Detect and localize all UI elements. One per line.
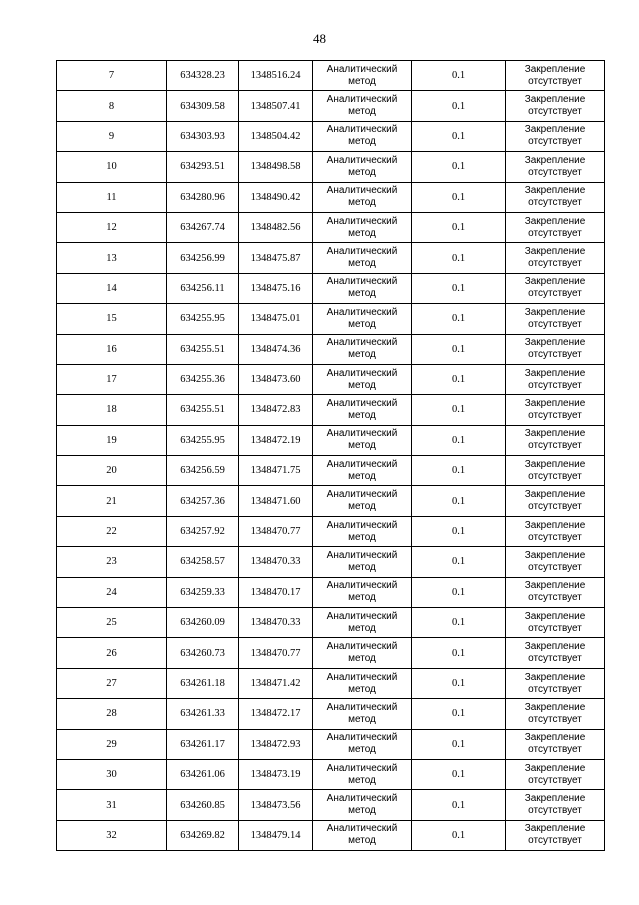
accuracy-cell: 0.1 xyxy=(412,212,506,242)
fixation-cell: Закрепление отсутствует xyxy=(506,486,605,516)
fixation-cell: Закрепление отсутствует xyxy=(506,364,605,394)
method-cell: Аналитический метод xyxy=(313,456,412,486)
method-cell: Аналитический метод xyxy=(313,364,412,394)
accuracy-cell: 0.1 xyxy=(412,486,506,516)
y-coordinate-cell: 1348471.60 xyxy=(239,486,313,516)
accuracy-cell: 0.1 xyxy=(412,425,506,455)
accuracy-cell: 0.1 xyxy=(412,668,506,698)
table-row xyxy=(57,608,605,638)
accuracy-cell: 0.1 xyxy=(412,273,506,303)
table-row xyxy=(57,182,605,212)
y-coordinate-cell: 1348473.56 xyxy=(239,790,313,820)
fixation-cell: Закрепление отсутствует xyxy=(506,182,605,212)
fixation-cell: Закрепление отсутствует xyxy=(506,790,605,820)
point-number-cell: 21 xyxy=(57,486,167,516)
accuracy-cell: 0.1 xyxy=(412,334,506,364)
x-coordinate-cell: 634269.82 xyxy=(167,820,239,850)
accuracy-cell: 0.1 xyxy=(412,547,506,577)
fixation-cell: Закрепление отсутствует xyxy=(506,212,605,242)
accuracy-cell: 0.1 xyxy=(412,820,506,850)
y-coordinate-cell: 1348470.77 xyxy=(239,516,313,546)
method-cell: Аналитический метод xyxy=(313,182,412,212)
fixation-cell: Закрепление отсутствует xyxy=(506,152,605,182)
y-coordinate-cell: 1348475.01 xyxy=(239,304,313,334)
y-coordinate-cell: 1348472.93 xyxy=(239,729,313,759)
x-coordinate-cell: 634258.57 xyxy=(167,547,239,577)
fixation-cell: Закрепление отсутствует xyxy=(506,668,605,698)
y-coordinate-cell: 1348507.41 xyxy=(239,91,313,121)
x-coordinate-cell: 634261.17 xyxy=(167,729,239,759)
fixation-cell: Закрепление отсутствует xyxy=(506,425,605,455)
table-row xyxy=(57,759,605,789)
method-cell: Аналитический метод xyxy=(313,820,412,850)
table-row xyxy=(57,820,605,850)
point-number-cell: 15 xyxy=(57,304,167,334)
fixation-cell: Закрепление отсутствует xyxy=(506,456,605,486)
y-coordinate-cell: 1348470.77 xyxy=(239,638,313,668)
point-number-cell: 32 xyxy=(57,820,167,850)
table-row xyxy=(57,61,605,91)
table-row xyxy=(57,364,605,394)
point-number-cell: 9 xyxy=(57,121,167,151)
accuracy-cell: 0.1 xyxy=(412,152,506,182)
x-coordinate-cell: 634309.58 xyxy=(167,91,239,121)
accuracy-cell: 0.1 xyxy=(412,243,506,273)
y-coordinate-cell: 1348473.60 xyxy=(239,364,313,394)
method-cell: Аналитический метод xyxy=(313,608,412,638)
page-number: 48 xyxy=(313,31,326,46)
point-number-cell: 19 xyxy=(57,425,167,455)
point-number-cell: 17 xyxy=(57,364,167,394)
point-number-cell: 20 xyxy=(57,456,167,486)
x-coordinate-cell: 634260.85 xyxy=(167,790,239,820)
method-cell: Аналитический метод xyxy=(313,638,412,668)
point-number-cell: 22 xyxy=(57,516,167,546)
accuracy-cell: 0.1 xyxy=(412,577,506,607)
y-coordinate-cell: 1348470.33 xyxy=(239,547,313,577)
point-number-cell: 24 xyxy=(57,577,167,607)
x-coordinate-cell: 634260.73 xyxy=(167,638,239,668)
x-coordinate-cell: 634255.36 xyxy=(167,364,239,394)
x-coordinate-cell: 634255.95 xyxy=(167,425,239,455)
x-coordinate-cell: 634328.23 xyxy=(167,61,239,91)
method-cell: Аналитический метод xyxy=(313,273,412,303)
x-coordinate-cell: 634259.33 xyxy=(167,577,239,607)
method-cell: Аналитический метод xyxy=(313,243,412,273)
point-number-cell: 26 xyxy=(57,638,167,668)
table-row xyxy=(57,516,605,546)
y-coordinate-cell: 1348474.36 xyxy=(239,334,313,364)
accuracy-cell: 0.1 xyxy=(412,304,506,334)
point-number-cell: 18 xyxy=(57,395,167,425)
x-coordinate-cell: 634256.11 xyxy=(167,273,239,303)
accuracy-cell: 0.1 xyxy=(412,759,506,789)
y-coordinate-cell: 1348498.58 xyxy=(239,152,313,182)
y-coordinate-cell: 1348490.42 xyxy=(239,182,313,212)
table-row xyxy=(57,547,605,577)
x-coordinate-cell: 634255.51 xyxy=(167,395,239,425)
point-number-cell: 25 xyxy=(57,608,167,638)
method-cell: Аналитический метод xyxy=(313,577,412,607)
method-cell: Аналитический метод xyxy=(313,790,412,820)
accuracy-cell: 0.1 xyxy=(412,790,506,820)
point-number-cell: 8 xyxy=(57,91,167,121)
table-row xyxy=(57,425,605,455)
table-row xyxy=(57,486,605,516)
point-number-cell: 31 xyxy=(57,790,167,820)
point-number-cell: 16 xyxy=(57,334,167,364)
table-row xyxy=(57,121,605,151)
method-cell: Аналитический метод xyxy=(313,729,412,759)
fixation-cell: Закрепление отсутствует xyxy=(506,304,605,334)
point-number-cell: 12 xyxy=(57,212,167,242)
fixation-cell: Закрепление отсутствует xyxy=(506,759,605,789)
table-row xyxy=(57,91,605,121)
x-coordinate-cell: 634280.96 xyxy=(167,182,239,212)
method-cell: Аналитический метод xyxy=(313,121,412,151)
x-coordinate-cell: 634257.36 xyxy=(167,486,239,516)
fixation-cell: Закрепление отсутствует xyxy=(506,608,605,638)
x-coordinate-cell: 634303.93 xyxy=(167,121,239,151)
method-cell: Аналитический метод xyxy=(313,91,412,121)
fixation-cell: Закрепление отсутствует xyxy=(506,638,605,668)
y-coordinate-cell: 1348516.24 xyxy=(239,61,313,91)
point-number-cell: 14 xyxy=(57,273,167,303)
point-number-cell: 10 xyxy=(57,152,167,182)
fixation-cell: Закрепление отсутствует xyxy=(506,820,605,850)
fixation-cell: Закрепление отсутствует xyxy=(506,91,605,121)
accuracy-cell: 0.1 xyxy=(412,364,506,394)
method-cell: Аналитический метод xyxy=(313,61,412,91)
x-coordinate-cell: 634261.06 xyxy=(167,759,239,789)
fixation-cell: Закрепление отсутствует xyxy=(506,334,605,364)
method-cell: Аналитический метод xyxy=(313,425,412,455)
accuracy-cell: 0.1 xyxy=(412,91,506,121)
fixation-cell: Закрепление отсутствует xyxy=(506,547,605,577)
accuracy-cell: 0.1 xyxy=(412,608,506,638)
y-coordinate-cell: 1348504.42 xyxy=(239,121,313,151)
fixation-cell: Закрепление отсутствует xyxy=(506,243,605,273)
accuracy-cell: 0.1 xyxy=(412,61,506,91)
point-number-cell: 28 xyxy=(57,699,167,729)
x-coordinate-cell: 634261.33 xyxy=(167,699,239,729)
x-coordinate-cell: 634257.92 xyxy=(167,516,239,546)
accuracy-cell: 0.1 xyxy=(412,395,506,425)
method-cell: Аналитический метод xyxy=(313,699,412,729)
accuracy-cell: 0.1 xyxy=(412,638,506,668)
table-row xyxy=(57,790,605,820)
table-row xyxy=(57,699,605,729)
x-coordinate-cell: 634255.51 xyxy=(167,334,239,364)
table-row xyxy=(57,212,605,242)
fixation-cell: Закрепление отсутствует xyxy=(506,395,605,425)
point-number-cell: 30 xyxy=(57,759,167,789)
point-number-cell: 11 xyxy=(57,182,167,212)
method-cell: Аналитический метод xyxy=(313,304,412,334)
y-coordinate-cell: 1348473.19 xyxy=(239,759,313,789)
accuracy-cell: 0.1 xyxy=(412,121,506,151)
method-cell: Аналитический метод xyxy=(313,395,412,425)
y-coordinate-cell: 1348470.33 xyxy=(239,608,313,638)
y-coordinate-cell: 1348475.87 xyxy=(239,243,313,273)
method-cell: Аналитический метод xyxy=(313,547,412,577)
fixation-cell: Закрепление отсутствует xyxy=(506,61,605,91)
fixation-cell: Закрепление отсутствует xyxy=(506,516,605,546)
fixation-cell: Закрепление отсутствует xyxy=(506,699,605,729)
point-number-cell: 23 xyxy=(57,547,167,577)
y-coordinate-cell: 1348482.56 xyxy=(239,212,313,242)
x-coordinate-cell: 634255.95 xyxy=(167,304,239,334)
method-cell: Аналитический метод xyxy=(313,486,412,516)
point-number-cell: 13 xyxy=(57,243,167,273)
table-row xyxy=(57,152,605,182)
y-coordinate-cell: 1348471.42 xyxy=(239,668,313,698)
coordinates-table xyxy=(56,60,605,851)
fixation-cell: Закрепление отсутствует xyxy=(506,121,605,151)
table-row xyxy=(57,304,605,334)
fixation-cell: Закрепление отсутствует xyxy=(506,273,605,303)
y-coordinate-cell: 1348472.19 xyxy=(239,425,313,455)
y-coordinate-cell: 1348471.75 xyxy=(239,456,313,486)
method-cell: Аналитический метод xyxy=(313,334,412,364)
y-coordinate-cell: 1348475.16 xyxy=(239,273,313,303)
y-coordinate-cell: 1348479.14 xyxy=(239,820,313,850)
accuracy-cell: 0.1 xyxy=(412,456,506,486)
table-row xyxy=(57,273,605,303)
method-cell: Аналитический метод xyxy=(313,516,412,546)
coordinates-table-body xyxy=(57,61,605,851)
point-number-cell: 7 xyxy=(57,61,167,91)
accuracy-cell: 0.1 xyxy=(412,729,506,759)
x-coordinate-cell: 634260.09 xyxy=(167,608,239,638)
table-row xyxy=(57,668,605,698)
table-row xyxy=(57,334,605,364)
table-row xyxy=(57,395,605,425)
fixation-cell: Закрепление отсутствует xyxy=(506,577,605,607)
x-coordinate-cell: 634293.51 xyxy=(167,152,239,182)
y-coordinate-cell: 1348472.83 xyxy=(239,395,313,425)
accuracy-cell: 0.1 xyxy=(412,699,506,729)
y-coordinate-cell: 1348472.17 xyxy=(239,699,313,729)
table-row xyxy=(57,243,605,273)
table-row xyxy=(57,577,605,607)
table-row xyxy=(57,638,605,668)
method-cell: Аналитический метод xyxy=(313,668,412,698)
x-coordinate-cell: 634267.74 xyxy=(167,212,239,242)
method-cell: Аналитический метод xyxy=(313,759,412,789)
point-number-cell: 29 xyxy=(57,729,167,759)
table-row xyxy=(57,729,605,759)
method-cell: Аналитический метод xyxy=(313,212,412,242)
method-cell: Аналитический метод xyxy=(313,152,412,182)
y-coordinate-cell: 1348470.17 xyxy=(239,577,313,607)
x-coordinate-cell: 634256.59 xyxy=(167,456,239,486)
fixation-cell: Закрепление отсутствует xyxy=(506,729,605,759)
table-row xyxy=(57,456,605,486)
x-coordinate-cell: 634256.99 xyxy=(167,243,239,273)
x-coordinate-cell: 634261.18 xyxy=(167,668,239,698)
accuracy-cell: 0.1 xyxy=(412,182,506,212)
accuracy-cell: 0.1 xyxy=(412,516,506,546)
point-number-cell: 27 xyxy=(57,668,167,698)
